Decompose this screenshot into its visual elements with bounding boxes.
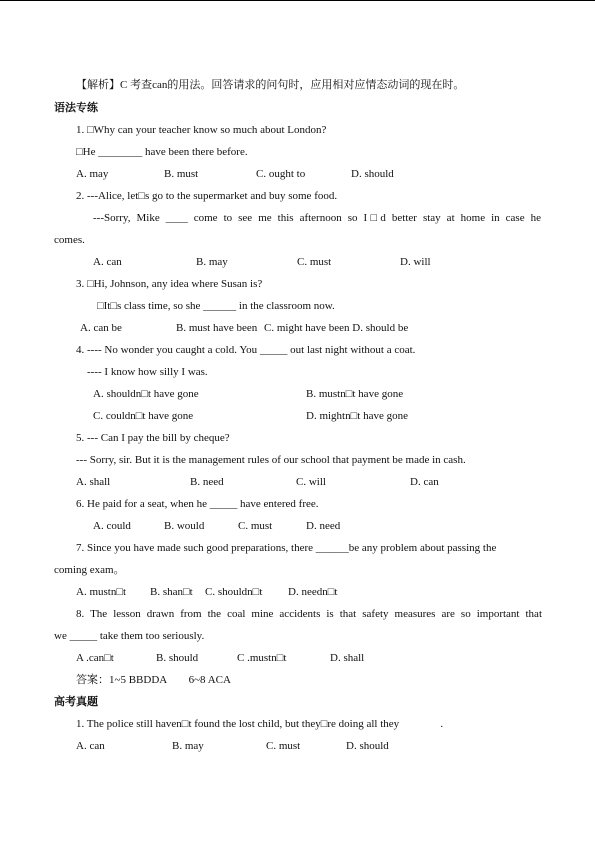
q2-option-c: C. must	[297, 256, 332, 268]
q3-stem: 3. □Hi, Johnson, any idea where Susan is?	[76, 278, 263, 290]
q6-option-c: C. must	[238, 520, 273, 532]
q7-option-b: B. shan□t	[150, 586, 193, 598]
q2-stem: 2. ---Alice, let□s go to the supermarket and buy some food.	[76, 190, 338, 202]
gaokao-q1-option-a: A. can	[76, 740, 105, 752]
q3-option-cd: C. might have been D. should be	[264, 322, 409, 334]
q4-option-d: D. mightn□t have gone	[306, 410, 408, 422]
q8-stem-continued: we _____ take them too seriously.	[54, 630, 205, 642]
q1-option-b: B. must	[164, 168, 199, 180]
gaokao-q1-stem: 1. The police still haven□t found the lost child, but they□re doing all they .	[76, 718, 444, 730]
analysis-text: 【解析】C 考查can的用法。回答请求的问句时，应用相对应情态动词的现在时。	[76, 79, 465, 91]
q8-option-c: C .mustn□t	[237, 652, 287, 664]
q7-stem-continued: coming exam。	[54, 564, 125, 576]
q4-stem-response: ---- I know how silly I was.	[87, 366, 208, 378]
q5-stem-response: --- Sorry, sir. But it is the management rules of our school that payment be made in cash.	[76, 454, 466, 466]
q2-stem-response: ---Sorry, Mike ____ come to see me this afternoon so I□d better stay at home in case he	[93, 212, 541, 224]
q2-option-a: A. can	[93, 256, 122, 268]
q1-stem-response: □He ________ have been there before.	[76, 146, 248, 158]
gaokao-q1-option-b: B. may	[172, 740, 204, 752]
q3-stem-response: □It□s class time, so she ______ in the classroom now.	[97, 300, 335, 312]
gaokao-q1-option-d: D. should	[346, 740, 389, 752]
section-heading-gaokao: 高考真题	[54, 696, 98, 708]
q6-option-b: B. would	[164, 520, 205, 532]
q4-option-c: C. couldn□t have gone	[93, 410, 194, 422]
q6-stem: 6. He paid for a seat, when he _____ have entered free.	[76, 498, 319, 510]
q8-stem: 8. The lesson drawn from the coal mine accidents is that safety measures are so important that	[76, 608, 542, 620]
q4-stem: 4. ---- No wonder you caught a cold. You _____ out last night without a coat.	[76, 344, 416, 356]
q3-option-a: A. can be	[80, 322, 122, 334]
q6-option-a: A. could	[93, 520, 131, 532]
q3-option-b: B. must have been	[176, 322, 258, 334]
q5-option-b: B. need	[190, 476, 224, 488]
q2-stem-continued: comes.	[54, 234, 85, 246]
q8-option-d: D. shall	[330, 652, 365, 664]
q7-option-d: D. needn□t	[288, 586, 338, 598]
q7-option-c: C. shouldn□t	[205, 586, 263, 598]
q2-option-b: B. may	[196, 256, 228, 268]
q1-option-c: C. ought to	[256, 168, 306, 180]
q1-stem: 1. □Why can your teacher know so much about London?	[76, 124, 327, 136]
gaokao-q1-option-c: C. must	[266, 740, 301, 752]
q4-option-b: B. mustn□t have gone	[306, 388, 404, 400]
q5-option-d: D. can	[410, 476, 439, 488]
q8-option-a: A .can□t	[76, 652, 114, 664]
q6-option-d: D. need	[306, 520, 341, 532]
q8-option-b: B. should	[156, 652, 199, 664]
q1-option-d: D. should	[351, 168, 394, 180]
q5-stem: 5. --- Can I pay the bill by cheque?	[76, 432, 230, 444]
page-top-rule	[0, 0, 595, 1]
q4-option-a: A. shouldn□t have gone	[93, 388, 199, 400]
section-heading-grammar: 语法专练	[54, 102, 98, 114]
answer-key: 答案：1~5 BBDDA 6~8 ACA	[76, 674, 231, 686]
q5-option-c: C. will	[296, 476, 326, 488]
q5-option-a: A. shall	[76, 476, 111, 488]
q1-option-a: A. may	[76, 168, 109, 180]
q7-option-a: A. mustn□t	[76, 586, 127, 598]
q7-stem: 7. Since you have made such good preparations, there ______be any problem about passing the	[76, 542, 497, 554]
q2-option-d: D. will	[400, 256, 431, 268]
